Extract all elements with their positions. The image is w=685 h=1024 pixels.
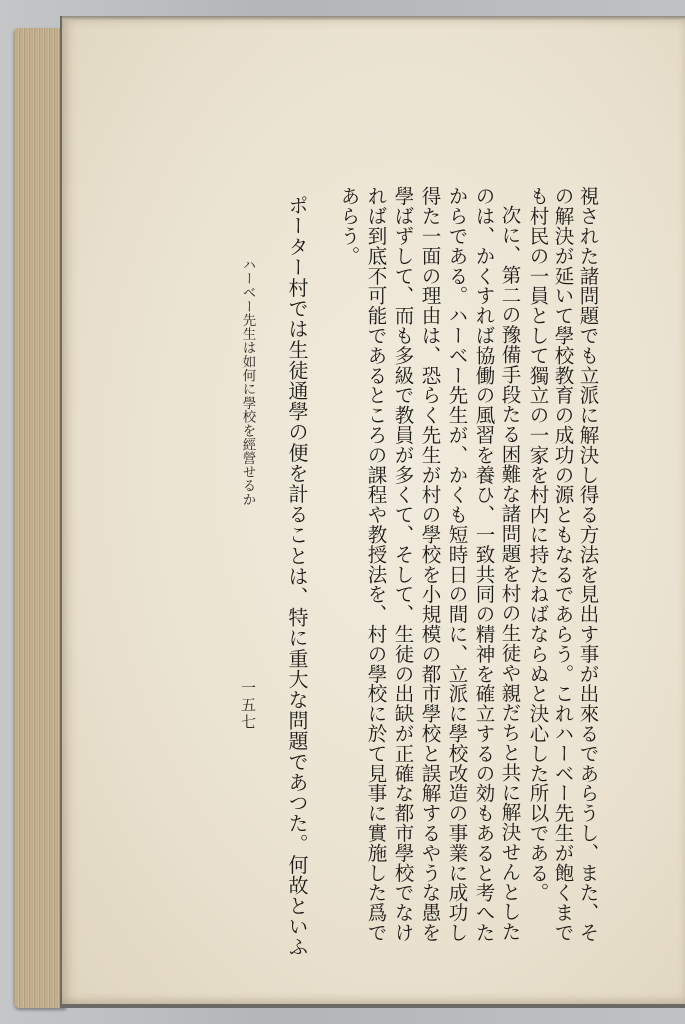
section-heading-line: ポーター村では生徒通學の便を計ることは、特に重大な問題であつた。何故といふ [285,195,309,958]
body-line-6: からである。ハーベー先生が、かくも短時日の間に、立派に學校改造の事業に成功し [445,186,469,943]
body-line-9: れば到底不可能であるところの課程や教授法を、村の學校に於て見事に實施した爲で [364,186,388,943]
body-line-2: の解決が延いて學校教育の成功の源ともなるであらう。これハーベー先生が飽くまで [551,186,575,943]
body-line-4: 次に、第二の豫備手段たる困難な諸問題を村の生徒や親だちと共に解決せんとした [498,205,522,942]
body-line-3: も村民の一員として獨立の一家を村内に持たねばならぬと決心した所以である。 [526,186,550,903]
body-line-5: のは、かくすれば協働の風習を養ひ、一致共同の精神を確立するの効もあると考へた [472,186,496,943]
body-line-1: 視された諸問題でも立派に解決し得る方法を見出す事が出來るであらうし、また、そ [576,186,600,943]
body-line-10: あらう。 [337,186,361,266]
running-head: ハーベー先生は如何に學校を經營せるか [239,258,256,507]
page-stack-edge [14,28,66,1008]
page-number: 一五七 [239,680,257,731]
body-line-7: 得た一面の理由は、恐らく先生が村の學校を小規模の都市學校と誤解するやうな愚を [418,186,442,943]
body-line-8: 學ばずして、而も多級で教員が多くて、そして、生徒の出缺が正確な都市學校でなけ [391,186,415,943]
